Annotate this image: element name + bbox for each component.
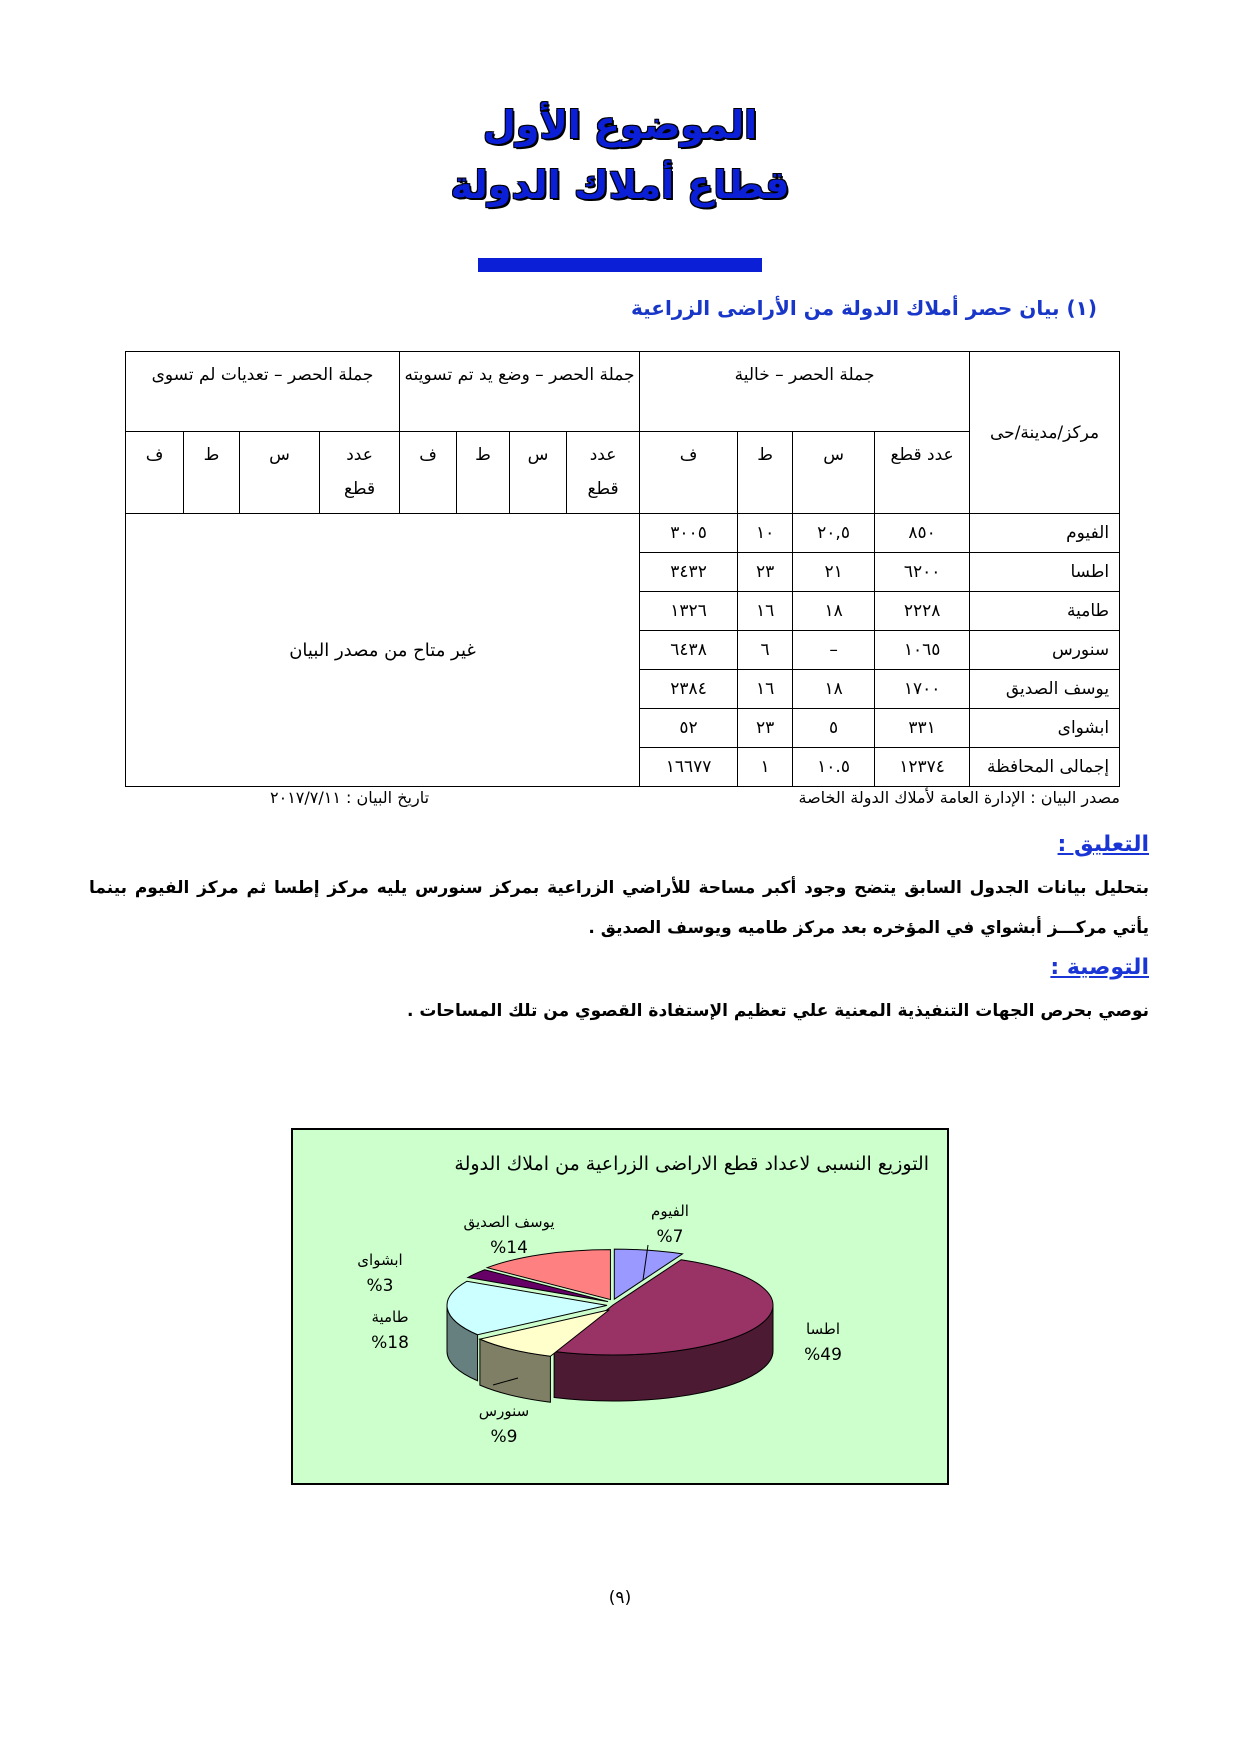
pie-label-value: %9 <box>490 1427 518 1447</box>
subheader-s-3: س <box>240 432 320 514</box>
row-plots: ٢٢٢٨ <box>875 592 970 631</box>
pie-chart <box>291 1128 949 1485</box>
row-s: ٢١ <box>793 553 875 592</box>
row-s: ١٨ <box>793 592 875 631</box>
header-region: مركز/مدينة/حى <box>970 352 1120 514</box>
row-t: ١٠ <box>738 514 793 553</box>
pie-label-category: طامية <box>371 1308 409 1326</box>
subheader-plots-3: عدد قطع <box>320 432 400 514</box>
row-s: ١٨ <box>793 670 875 709</box>
row-s: ٢٠,٥ <box>793 514 875 553</box>
row-plots: ٣٣١ <box>875 709 970 748</box>
subheader-f-2: ف <box>400 432 457 514</box>
row-f: ٣٤٣٢ <box>640 553 738 592</box>
chart-title: التوزيع النسبى لاعداد قطع الاراضى الزراعية من املاك الدولة <box>454 1153 929 1175</box>
row-region: إجمالى المحافظة <box>970 748 1120 787</box>
data-date: تاريخ البيان : ٢٠١٧/٧/١١ <box>270 788 430 807</box>
comment-text: بتحليل بيانات الجدول السابق يتضح وجود أكبر مساحة للأراضي الزراعية بمركز سنورس يليه مركز إطسا ثم مركز الفيوم بينما يأتي مركـــز أبشواي في المؤخره بعد مركز طاميه ويوسف الصديق . <box>89 878 1149 938</box>
row-s: – <box>793 631 875 670</box>
page-title: الموضوع الأول <box>482 103 758 147</box>
row-f: ١٦٦٧٧ <box>640 748 738 787</box>
row-t: ١٦ <box>738 592 793 631</box>
row-plots: ١٧٠٠ <box>875 670 970 709</box>
header-group-empty: جملة الحصر – خالية <box>640 352 970 432</box>
subheader-f-3: ف <box>126 432 184 514</box>
data-source: مصدر البيان : الإدارة العامة لأملاك الدولة الخاصة <box>798 788 1120 807</box>
title-divider <box>478 258 762 272</box>
row-t: ١ <box>738 748 793 787</box>
subheader-t: ط <box>738 432 793 514</box>
page-title-block <box>0 95 1240 215</box>
row-f: ٢٣٨٤ <box>640 670 738 709</box>
subheader-t-2: ط <box>457 432 510 514</box>
row-plots: ٨٥٠ <box>875 514 970 553</box>
row-f: ٥٢ <box>640 709 738 748</box>
row-t: ١٦ <box>738 670 793 709</box>
row-region: طامية <box>970 592 1120 631</box>
pie-label-category: ابشواى <box>357 1251 403 1269</box>
row-region: اطسا <box>970 553 1120 592</box>
row-plots: ١٠٦٥ <box>875 631 970 670</box>
row-t: ٦ <box>738 631 793 670</box>
row-plots: ٦٢٠٠ <box>875 553 970 592</box>
pie-label-category: الفيوم <box>651 1202 689 1220</box>
row-region: يوسف الصديق <box>970 670 1120 709</box>
pie-chart-svg <box>293 1130 947 1483</box>
table-row <box>126 514 1120 553</box>
page-subtitle: قطاع أملاك الدولة <box>450 163 790 207</box>
row-t: ٢٣ <box>738 553 793 592</box>
row-t: ٢٣ <box>738 709 793 748</box>
header-group-settled: جملة الحصر – وضع يد تم تسويته <box>400 352 640 432</box>
recommendation-text: نوصي بحرص الجهات التنفيذية المعنية علي تعظيم الإستفادة القصوي من تلك المساحات . <box>406 1001 1149 1021</box>
subheader-s-2: س <box>510 432 567 514</box>
subheader-plots: عدد قطع <box>875 432 970 514</box>
recommendation-heading: التوصية : <box>1050 955 1149 980</box>
pie-label-value: %49 <box>804 1345 842 1365</box>
row-f: ٦٤٣٨ <box>640 631 738 670</box>
table-header-row <box>126 352 1120 432</box>
row-region: الفيوم <box>970 514 1120 553</box>
subheader-t-3: ط <box>184 432 240 514</box>
pie-label-category: يوسف الصديق <box>463 1213 555 1231</box>
row-plots: ١٢٣٧٤ <box>875 748 970 787</box>
row-s: ٥ <box>793 709 875 748</box>
pie-label-category: سنورس <box>478 1402 530 1420</box>
table-heading: (١) بيان حصر أملاك الدولة من الأراضى الزراعية <box>631 296 1097 320</box>
subheader-f: ف <box>640 432 738 514</box>
pie-label-value: %14 <box>490 1238 528 1258</box>
pie-label-value: %18 <box>371 1333 409 1353</box>
pie-label-value: %7 <box>656 1227 684 1247</box>
state-property-table <box>125 351 1120 787</box>
row-s: ١٠.٥ <box>793 748 875 787</box>
page-number: (٩) <box>608 1588 632 1608</box>
pie-label-value: %3 <box>366 1276 394 1296</box>
comment-heading: التعليق : <box>1057 832 1149 857</box>
pie-label-category: اطسا <box>805 1320 841 1338</box>
not-available-note: غير متاح من مصدر البيان <box>126 514 640 787</box>
row-f: ٣٠٠٥ <box>640 514 738 553</box>
subheader-s: س <box>793 432 875 514</box>
row-f: ١٣٢٦ <box>640 592 738 631</box>
row-region: سنورس <box>970 631 1120 670</box>
header-group-encroachment: جملة الحصر – تعديات لم تسوى <box>126 352 400 432</box>
row-region: ابشواى <box>970 709 1120 748</box>
subheader-plots-2: عدد قطع <box>567 432 640 514</box>
